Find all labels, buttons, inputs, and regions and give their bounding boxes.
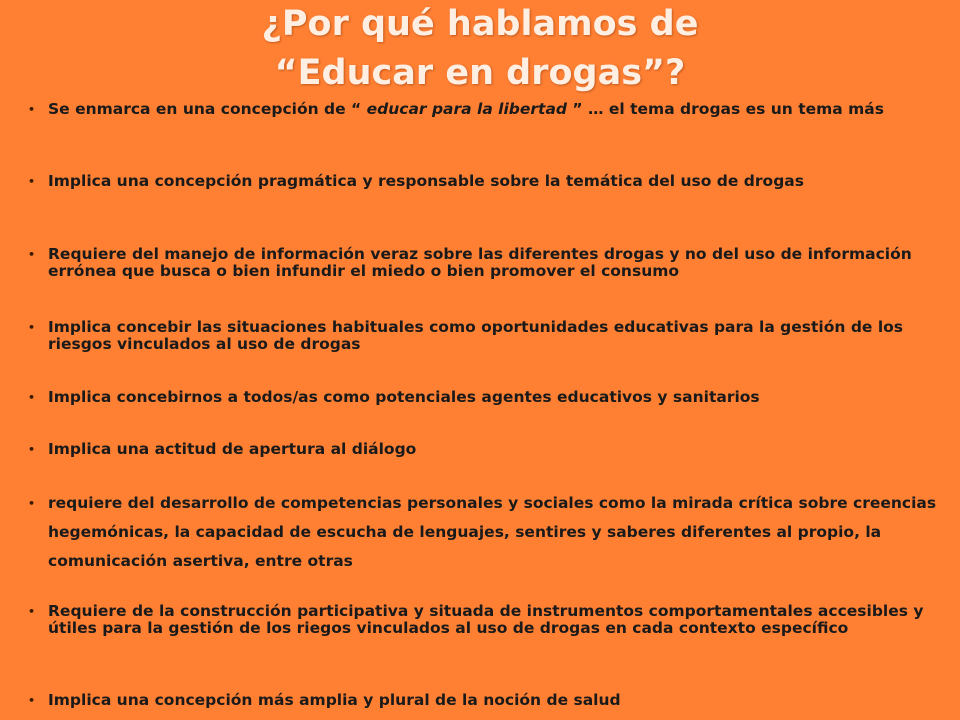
bullet-item-construccion	[28, 602, 948, 637]
bullet-item-agentes	[28, 388, 948, 406]
bullet-item-competencias	[28, 489, 948, 576]
bullet-text: Implica una actitud de apertura al diálogo	[48, 440, 417, 458]
slide-title-line-2: “Educar en drogas”?	[274, 53, 686, 93]
bullet-text: Requiere de la construcción participativa y situada de instrumentos comportamentales accesibles y útiles para la gestión de los riegos vinculados al uso de drogas en cada contexto específico	[48, 602, 924, 637]
bullet-marker: •	[28, 321, 36, 334]
bullet-marker: •	[28, 605, 36, 618]
bullet-marker: •	[28, 103, 36, 116]
bullet-item-informacion	[28, 245, 948, 280]
bullet-marker: •	[28, 694, 36, 707]
bullet-marker: •	[28, 248, 36, 261]
slide-title-line-1: ¿Por qué hablamos de	[261, 4, 699, 44]
bullet-text-pre: Se enmarca en una concepción de “	[48, 100, 367, 118]
bullet-item-situaciones	[28, 318, 948, 353]
bullet-marker: •	[28, 443, 36, 456]
bullet-item-libertad	[28, 100, 948, 118]
bullet-marker: •	[28, 497, 36, 510]
bullet-item-dialogo	[28, 440, 948, 458]
bullet-text: requiere del desarrollo de competencias personales y sociales como la mirada crítica sobre creencias hegemónicas, la capacidad de escucha de lenguajes, sentires y saberes diferentes al propio, la comunicación asertiva, entre otras	[48, 494, 937, 570]
bullet-text: Implica concebir las situaciones habituales como oportunidades educativas para la gestión de los riesgos vinculados al uso de drogas	[48, 318, 904, 353]
bullet-text: Requiere del manejo de información veraz sobre las diferentes drogas y no del uso de información errónea que busca o bien infundir el miedo o bien promover el consumo	[48, 245, 912, 280]
bullet-text: Implica concebirnos a todos/as como potenciales agentes educativos y sanitarios	[48, 388, 760, 406]
bullet-item-salud	[28, 691, 948, 709]
bullet-text-post: ” … el tema drogas es un tema más	[567, 100, 884, 118]
bullet-text: Implica una concepción más amplia y plural de la noción de salud	[48, 691, 621, 709]
bullet-text-emphasis: educar para la libertad	[366, 100, 568, 118]
bullet-item-pragmatica	[28, 172, 948, 190]
bullet-marker: •	[28, 175, 36, 188]
bullet-marker: •	[28, 391, 36, 404]
bullet-text: Implica una concepción pragmática y responsable sobre la temática del uso de drogas	[48, 172, 804, 190]
